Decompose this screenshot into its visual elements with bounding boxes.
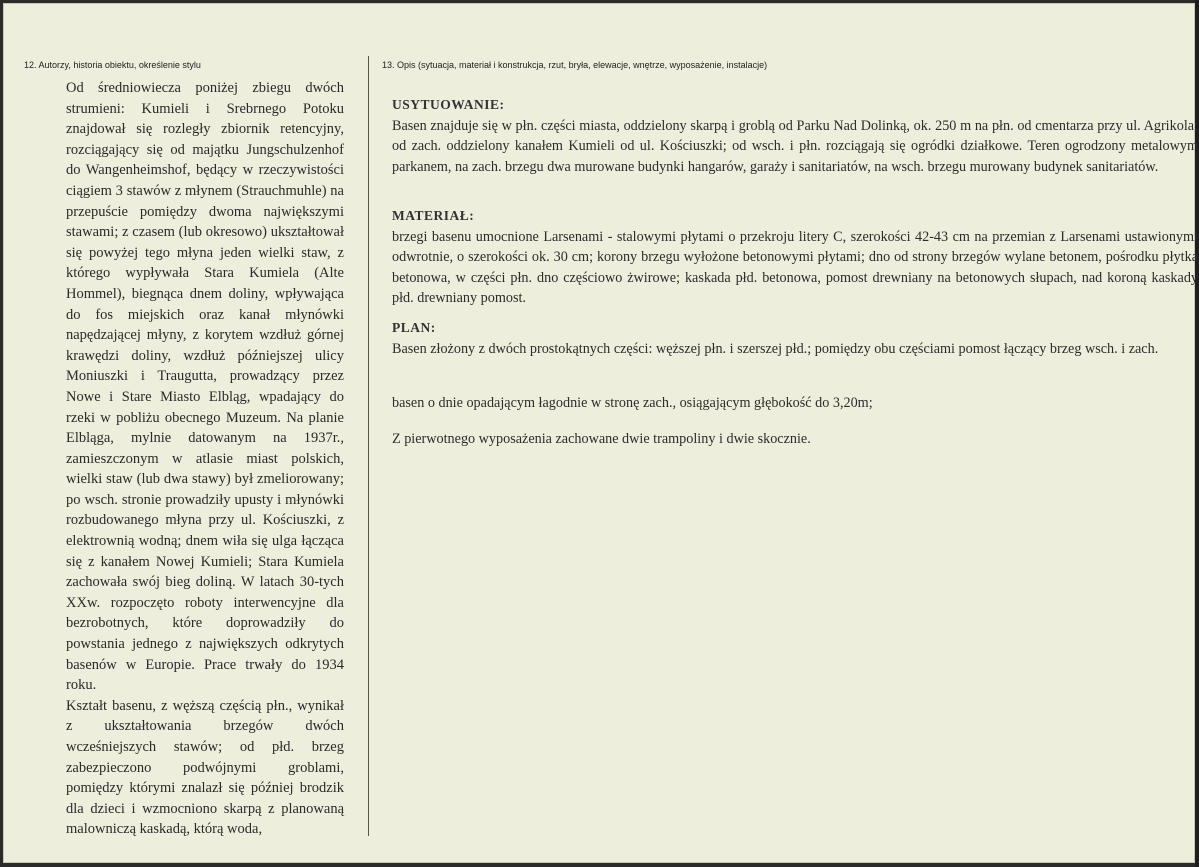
history-paragraph-2: Kształt basenu, z węższą częścią płn., wynikał z ukształtowania brzegów dwóch wcześniejszych stawów; od płd. brzeg zabezpieczono podwójnymi groblami, pomiędzy którymi znalazł się później brodzik dla dzieci i wzmocniono skarpą z planowaną malowniczą kaskadą, którą woda,: [66, 697, 344, 838]
material-text: brzegi basenu umocnione Larsenami - stalowymi płytami o przekroju litery C, szerokości 42-43 cm na przemian z Larsenami ustawionymi odwrotnie, o szerokości ok. 30 cm; korony brzegu wyłożone betonowymi płytami; dno od strony brzegów wylane betonem, pośrodku płytka betonowa, w części płn. dno częściowo żwirowe; kaskada płd. betonowa, pomost drewniany na betonowych słupach, nad koroną kaskady płd. drewniany pomost.: [392, 228, 1198, 307]
equipment-paragraph: [392, 429, 1198, 450]
plan-section: [392, 318, 1198, 359]
usytuowanie-heading: USYTUOWANIE:: [392, 97, 505, 112]
material-section: [392, 206, 1198, 309]
usytuowanie-text: Basen znajduje się w płn. części miasta, oddzielony skarpą i groblą od Parku Nad Dolinką, ok. 250 m na płn. od cmentarza przy ul. Agrikola; od zach. oddzielony kanałem Kumieli od ul. Kościuszki; od wsch. i płn. rozciągają się ogródki działkowe. Teren ogrodzony metalowym parkanem, na zach. brzegu dwa murowane budynki hangarów, garaży i sanitariatów, na wsch. brzegu murowany budynek sanitariatów.: [392, 117, 1198, 175]
equipment-text: Z pierwotnego wyposażenia zachowane dwie trampoliny i dwie skocznie.: [392, 431, 811, 447]
history-paragraph-1: Od średniowiecza poniżej zbiegu dwóch strumieni: Kumieli i Srebrnego Potoku znajdował się rozległy zbiornik retencyjny, rozciągający się od majątku Jungschulzenhof do Wangenheimshof, będący w rzeczywistości ciągiem 3 stawów z młynem (Strauchmuhle) na przepuście pomiędzy dwoma największymi stawami; z czasem (lub okresowo) ukształtował się powyżej tego młyna jeden wielki staw, z którego wypływała Stara Kumiela (Alte Hommel), biegnąca dnem doliny, wpływająca do fos miejskich oraz kanał młynówki napędzającej młyny, z korytem wzdłuż górnej krawędzi doliny, wzdłuż późniejszej ulicy Moniuszki i Traugutta, prowadzący przez Nowe i Stare Miasto Elbląg, wpadający do rzeki w pobliżu obecnego Muzeum. Na planie Elbląga, mylnie datowanym na 1937r., zamieszczonym w atlasie miast polskich, wielki staw (lub dwa stawy) był zmeliorowany; po wsch. stronie prowadziły upusty i młynówki rozbudowanego młyna przy ul. Kościuszki, z elektrownią wodną; dnem wiła się ulga łącząca się z kanałem Nowej Kumieli; Stara Kumiela zachowała swój bieg doliną. W latach 30-tych XXw. rozpoczęto roboty interwencyjne dla bezrobotnych, które doprowadziły do powstania jednego z największych odkrytych basenów w Europie. Prace trwały do 1934 roku.: [66, 80, 344, 694]
depth-paragraph: [392, 393, 1198, 414]
section-12-heading: 12. Autorzy, historia obiektu, określenie stylu: [24, 60, 201, 70]
plan-text: Basen złożony z dwóch prostokątnych części: węższej płn. i szerszej płd.; pomiędzy obu częściami pomost łączący brzeg wsch. i zach.: [392, 340, 1159, 357]
section-13-heading: 13. Opis (sytuacja, materiał i konstrukcja, rzut, bryła, elewacje, wnętrze, wyposażenie, instalacje): [382, 60, 768, 70]
usytuowanie-section: [392, 95, 1198, 177]
column-divider: [368, 56, 369, 836]
history-text: [66, 78, 344, 840]
plan-heading: PLAN:: [392, 320, 436, 335]
depth-text: basen o dnie opadającym łagodnie w stronę zach., osiągającym głębokość do 3,20m;: [392, 395, 873, 411]
material-heading: MATERIAŁ:: [392, 208, 475, 223]
